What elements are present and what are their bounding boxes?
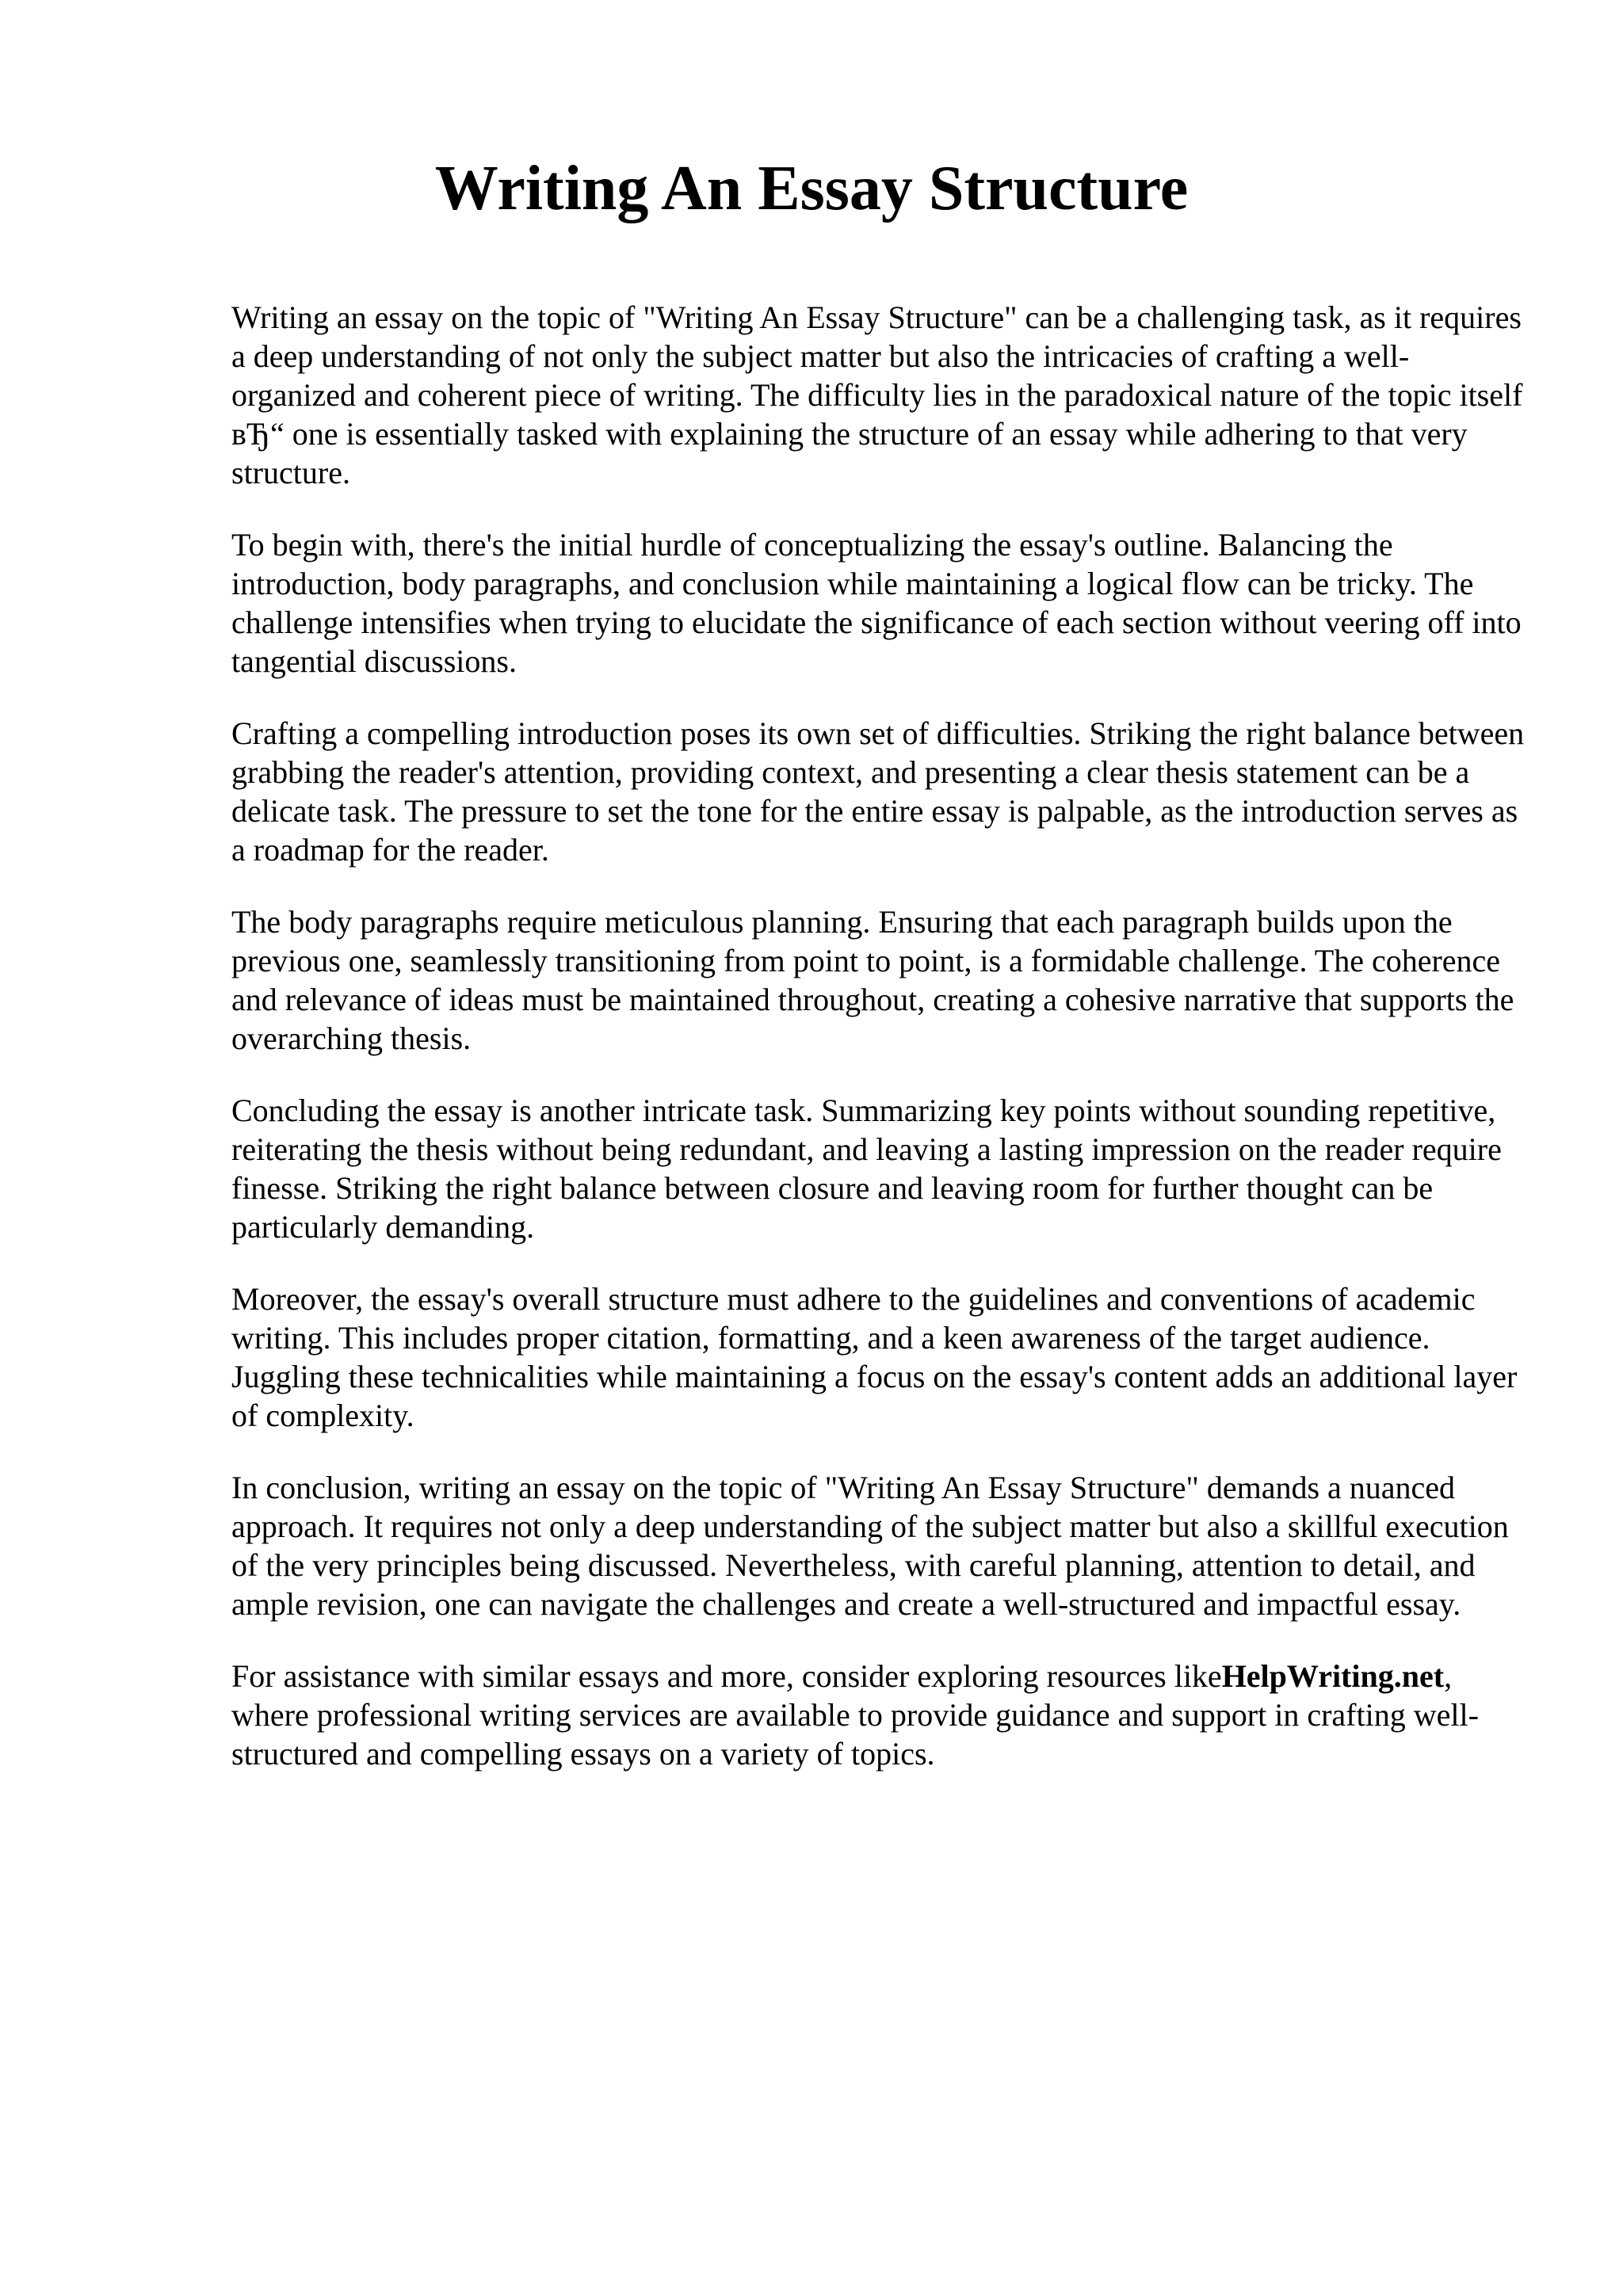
helpwriting-link[interactable]: HelpWriting.net (1221, 1658, 1445, 1694)
paragraph-3: Crafting a compelling introduction poses its own set of difficulties. Striking the right balance between grabbing the reader's attention, providing context, and presenting a clear thesis statement can be a delicate task. The pressure to set the tone for the entire essay is palpable, as the introduction serves as a roadmap for the reader. (231, 715, 1525, 868)
paragraph-5: Concluding the essay is another intricate task. Summarizing key points without sounding repetitive, reiterating the thesis without being redundant, and leaving a lasting impression on the reader require finesse. Striking the right balance between closure and leaving room for further thought can be particularly demanding. (231, 1093, 1502, 1245)
paragraph-7: In conclusion, writing an essay on the topic of "Writing An Essay Structure" demands a nuanced approach. It requires not only a deep understanding of the subject matter but also a skillful execution of the very principles being discussed. Nevertheless, with careful planning, attention to detail, and ample revision, one can navigate the challenges and create a well-structured and impactful essay. (231, 1470, 1509, 1622)
paragraph-8 (231, 1657, 1531, 1773)
document-body (231, 298, 1531, 1806)
final-paragraph-text-after-link: , where professional writing services are available to provide guidance and support in crafting well-structured and compelling essays on a variety of topics. (231, 1658, 1479, 1772)
document-title: Writing An Essay Structure (434, 154, 1189, 223)
paragraph-2: To begin with, there's the initial hurdle of conceptualizing the essay's outline. Balancing the introduction, body paragraphs, and conclusion while maintaining a logical flow can be tricky. The challenge intensifies when trying to elucidate the significance of each section without veering off into tangential discussions. (231, 527, 1522, 679)
final-paragraph-text-before-link: For assistance with similar essays and more, consider exploring resources like (231, 1658, 1222, 1694)
paragraph-4: The body paragraphs require meticulous planning. Ensuring that each paragraph builds upon the previous one, seamlessly transitioning from point to point, is a formidable challenge. The coherence and relevance of ideas must be maintained throughout, creating a cohesive narrative that supports the overarching thesis. (231, 904, 1514, 1056)
paragraph-6: Moreover, the essay's overall structure must adhere to the guidelines and conventions of academic writing. This includes proper citation, formatting, and a keen awareness of the target audience. Juggling these technicalities while maintaining a focus on the essay's content adds an additional layer of complexity. (231, 1281, 1518, 1433)
paragraph-1: Writing an essay on the topic of "Writing An Essay Structure" can be a challenging task, as it requires a deep understanding of not only the subject matter but also the intricacies of crafting a well-organized and coherent piece of writing. The difficulty lies in the paradoxical nature of the topic itself вЂ“ one is essentially tasked with explaining the structure of an essay while adhering to that very structure. (231, 299, 1523, 490)
